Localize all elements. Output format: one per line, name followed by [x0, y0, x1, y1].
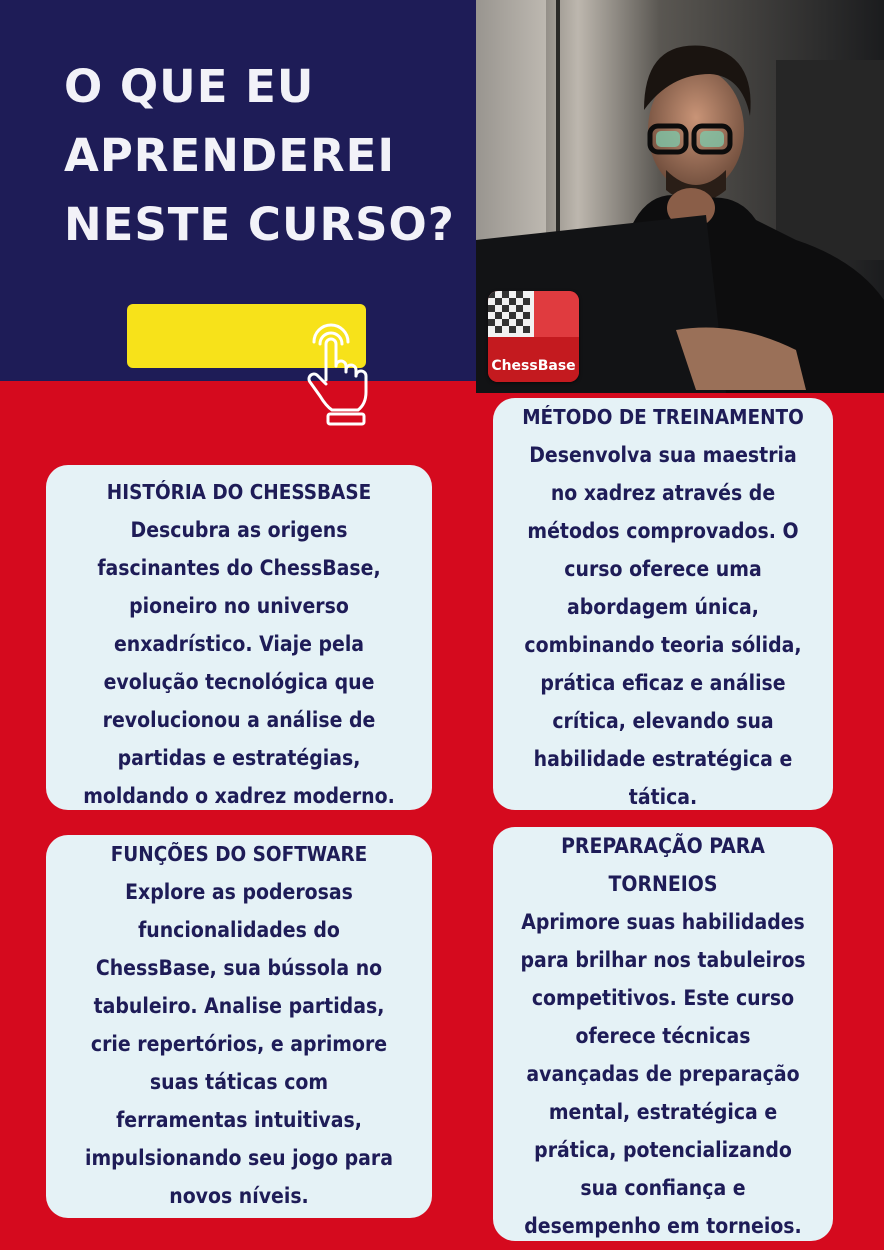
logo-text: ChessBase [491, 358, 576, 374]
card-line: crítica, elevando sua [552, 709, 774, 733]
page-title [64, 52, 464, 259]
card-line: para brilhar nos tabuleiros [520, 948, 806, 972]
card-line: fascinantes do ChessBase, [97, 556, 381, 580]
card-line: avançadas de preparação [526, 1062, 800, 1086]
card-line: crie repertórios, e aprimore [90, 1032, 388, 1056]
card-line: no xadrez através de [550, 481, 776, 505]
card-line: competitivos. Este curso [531, 986, 795, 1010]
card-line: oferece técnicas [575, 1024, 751, 1048]
card-line: combinando teoria sólida, [524, 633, 802, 657]
card-line: prática eficaz e análise [540, 671, 786, 695]
card-software-functions [46, 835, 432, 1218]
card-history [46, 465, 432, 810]
card-line: Descubra as origens [130, 518, 348, 542]
card-tournament-preparation [493, 827, 833, 1241]
card-training-method [493, 398, 833, 810]
headline-line: APRENDEREI [64, 129, 396, 182]
card-line: ferramentas intuitivas, [116, 1108, 362, 1132]
card-line: revolucionou a análise de [102, 708, 376, 732]
card-line: novos níveis. [169, 1184, 309, 1208]
card-line: pioneiro no universo [129, 594, 349, 618]
chessbase-logo [488, 291, 579, 382]
card-title: TORNEIOS [608, 872, 718, 896]
card-line: enxadrístico. Viaje pela [113, 632, 365, 656]
card-line: moldando o xadrez moderno. [83, 784, 395, 808]
card-line: suas táticas com [149, 1070, 329, 1094]
card-line: desempenho em torneios. [524, 1214, 802, 1238]
card-title: HISTÓRIA DO CHESSBASE [106, 480, 372, 504]
card-line: sua confiança e [580, 1176, 746, 1200]
card-line: curso oferece uma [564, 557, 762, 581]
headline-line: O QUE EU [64, 60, 315, 113]
card-line: partidas e estratégias, [117, 746, 361, 770]
card-line: tabuleiro. Analise partidas, [93, 994, 385, 1018]
headline-line: NESTE CURSO? [64, 198, 455, 251]
card-line: mental, estratégica e [548, 1100, 778, 1124]
card-line: tática. [628, 785, 698, 809]
card-line: impulsionando seu jogo para [85, 1146, 393, 1170]
card-line: Aprimore suas habilidades [521, 910, 805, 934]
card-title: PREPARAÇÃO PARA [561, 834, 765, 858]
card-title: MÉTODO DE TREINAMENTO [522, 405, 804, 429]
card-line: Desenvolva sua maestria [529, 443, 797, 467]
card-line: abordagem única, [567, 595, 759, 619]
card-line: habilidade estratégica e [533, 747, 793, 771]
card-line: evolução tecnológica que [103, 670, 375, 694]
pointing-hand-click-icon [300, 320, 372, 428]
card-title: FUNÇÕES DO SOFTWARE [110, 842, 368, 866]
card-line: ChessBase, sua bússola no [95, 956, 383, 980]
card-line: funcionalidades do [138, 918, 340, 942]
card-line: Explore as poderosas [125, 880, 353, 904]
card-line: prática, potencializando [534, 1138, 792, 1162]
card-line: métodos comprovados. O [527, 519, 799, 543]
